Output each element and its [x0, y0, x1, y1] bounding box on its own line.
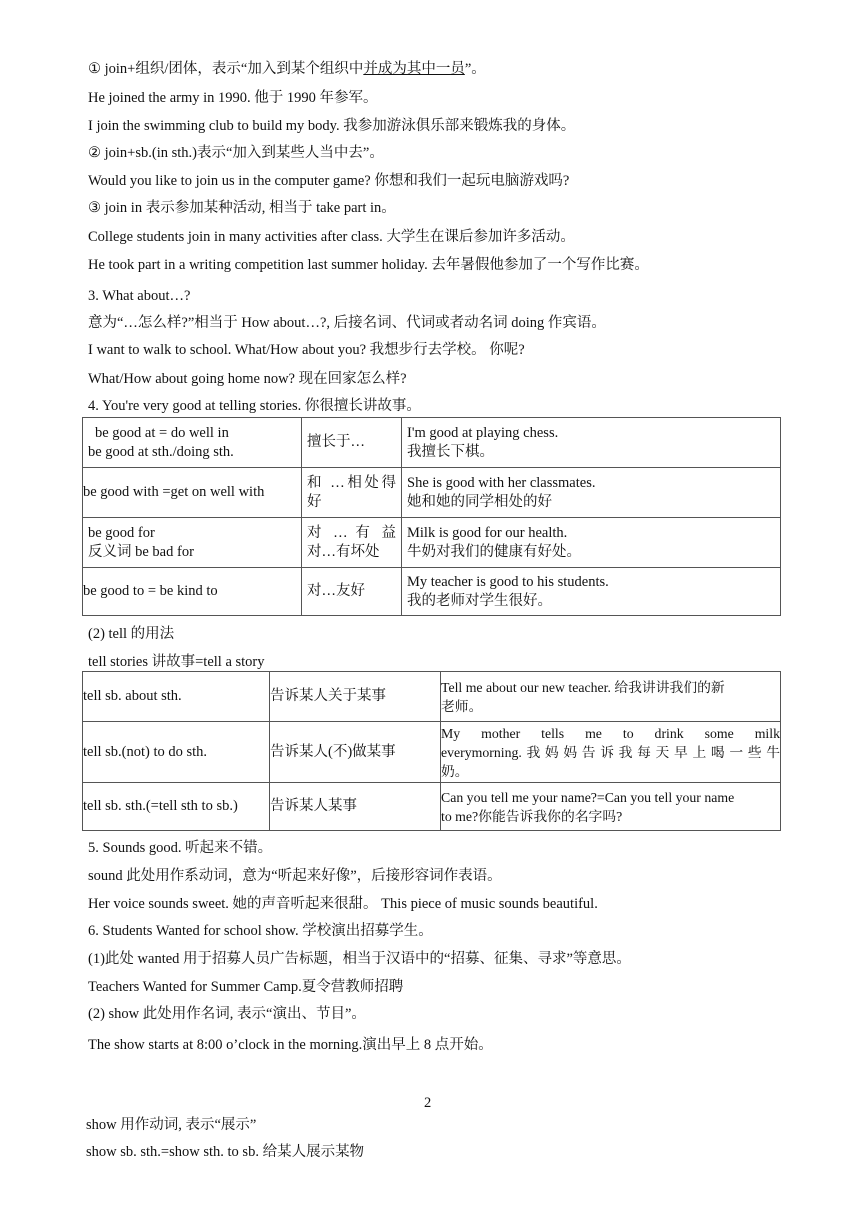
- section-6-title: 6. Students Wanted for school show. 学校演出招募学生。: [88, 923, 433, 939]
- table-cell: 对…友好: [302, 568, 402, 616]
- show-verb-pattern: show sb. sth.=show sth. to sb. 给某人展示某物: [86, 1144, 365, 1160]
- page-number: 2: [424, 1095, 432, 1111]
- table-cell: be good at = do well in be good at sth./doing sth.: [83, 418, 302, 468]
- table-cell: tell sb. sth.(=tell sth to sb.): [83, 783, 270, 831]
- table-cell: My mother tells me to drink some milk everymorning.我妈妈告诉我每天早上喝一些牛 奶。: [441, 722, 781, 783]
- section-6-explanation-1: (1)此处 wanted 用于招募人员广告标题，相当于汉语中的“招募、征集、寻求”等意思。: [88, 951, 631, 967]
- table-cell: be good to = be kind to: [83, 568, 302, 616]
- table-cell: 对 … 有 益 对…有坏处: [302, 518, 402, 568]
- be-good-table: [82, 417, 781, 616]
- join-example-2: I join the swimming club to build my body. 我参加游泳俱乐部来锻炼我的身体。: [88, 118, 576, 134]
- tell-table: [82, 671, 781, 831]
- table-cell: 告诉某人关于某事: [270, 672, 441, 722]
- table-cell: I'm good at playing chess. 我擅长下棋。: [402, 418, 781, 468]
- join-rule-1-text: ① join+组织/团体，表示“加入到某个组织中: [88, 61, 364, 77]
- table-cell: Can you tell me your name?=Can you tell your name to me?你能告诉我你的名字吗?: [441, 783, 781, 831]
- section-3-title: 3. What about…?: [88, 288, 191, 304]
- section-5-examples: Her voice sounds sweet. 她的声音听起来很甜。 This piece of music sounds beautiful.: [88, 896, 598, 912]
- join-example-3: Would you like to join us in the computer game? 你想和我们一起玩电脑游戏吗?: [88, 173, 570, 189]
- table-cell: She is good with her classmates. 她和她的同学相处的好: [402, 468, 781, 518]
- table-row: [83, 783, 781, 831]
- table-row: [83, 568, 781, 616]
- join-rule-1: [88, 60, 486, 78]
- section-3-explanation: 意为“…怎么样?”相当于 How about…?, 后接名词、代词或者动名词 doing 作宾语。: [88, 315, 606, 331]
- section-6-explanation-2: (2) show 此处用作名词, 表示“演出、节目”。: [88, 1006, 366, 1022]
- table-row: [83, 518, 781, 568]
- section-3-example-2: What/How about going home now? 现在回家怎么样?: [88, 371, 407, 387]
- tell-usage-title: (2) tell 的用法: [88, 626, 175, 642]
- table-cell: Tell me about our new teacher. 给我讲讲我们的新 老师。: [441, 672, 781, 722]
- section-3-example-1: I want to walk to school. What/How about you? 我想步行去学校。 你呢?: [88, 342, 525, 358]
- section-6-example-1: Teachers Wanted for Summer Camp.夏令营教师招聘: [88, 979, 404, 995]
- join-example-1: He joined the army in 1990. 他于 1990 年参军。: [88, 90, 378, 106]
- table-cell: 和 …相处得 好: [302, 468, 402, 518]
- join-rule-3: ③ join in 表示参加某种活动, 相当于 take part in。: [88, 200, 396, 216]
- table-cell: tell sb.(not) to do sth.: [83, 722, 270, 783]
- section-5-title: 5. Sounds good. 听起来不错。: [88, 840, 273, 856]
- join-rule-1-underlined: 并成为其中一员: [363, 61, 465, 77]
- section-4-title: 4. You're very good at telling stories. 你很擅长讲故事。: [88, 398, 421, 414]
- show-verb-title: show 用作动词, 表示“展示”: [86, 1117, 257, 1133]
- table-cell: My teacher is good to his students. 我的老师对学生很好。: [402, 568, 781, 616]
- table-cell: 擅长于…: [302, 418, 402, 468]
- section-6-example-2: The show starts at 8:00 o’clock in the morning.演出早上 8 点开始。: [88, 1037, 493, 1053]
- table-cell: 告诉某人(不)做某事: [270, 722, 441, 783]
- join-rule-2: ② join+sb.(in sth.)表示“加入到某些人当中去”。: [88, 145, 384, 161]
- table-cell: be good with =get on well with: [83, 468, 302, 518]
- join-example-4: College students join in many activities after class. 大学生在课后参加许多活动。: [88, 229, 575, 245]
- table-row: [83, 468, 781, 518]
- table-cell: tell sb. about sth.: [83, 672, 270, 722]
- join-rule-1-end: ”。: [464, 61, 486, 77]
- table-cell: 告诉某人某事: [270, 783, 441, 831]
- tell-stories-line: tell stories 讲故事=tell a story: [88, 654, 265, 670]
- table-row: [83, 722, 781, 783]
- table-row: [83, 672, 781, 722]
- join-example-5: He took part in a writing competition last summer holiday. 去年暑假他参加了一个写作比赛。: [88, 257, 649, 273]
- table-row: [83, 418, 781, 468]
- table-cell: be good for 反义词 be bad for: [83, 518, 302, 568]
- table-cell: Milk is good for our health. 牛奶对我们的健康有好处。: [402, 518, 781, 568]
- section-5-explanation: sound 此处用作系动词，意为“听起来好像”，后接形容词作表语。: [88, 868, 502, 884]
